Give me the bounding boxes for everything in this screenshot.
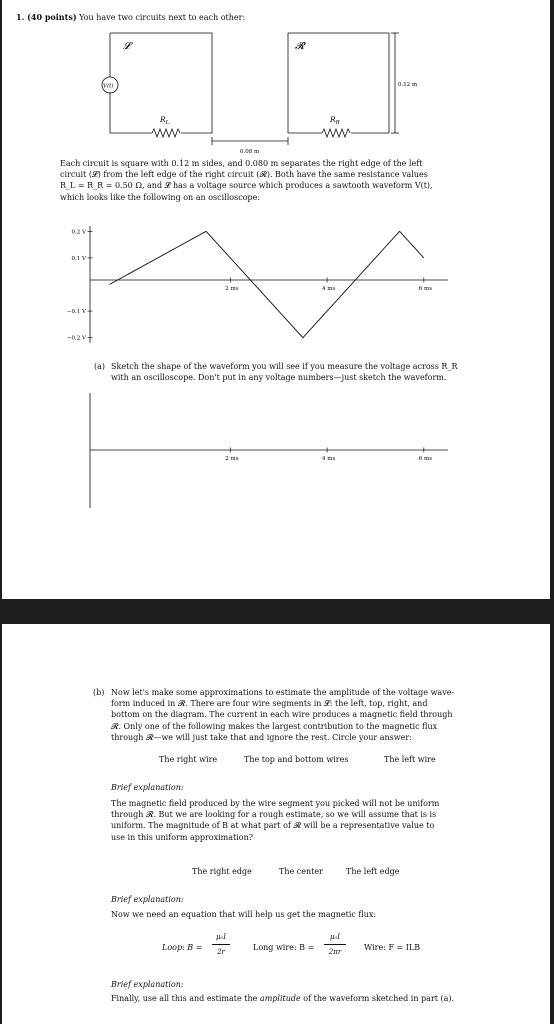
wire-equation-label bbox=[253, 942, 314, 953]
waveform-y-tick-label: 0.2 V bbox=[71, 229, 86, 236]
left-circuit-label: 𝓛 bbox=[123, 41, 131, 52]
uniform-field-line: through 𝓡. But we are looking for a rough estimate, so we will assume that is is bbox=[111, 810, 437, 820]
description-line: which looks like the following on an oscilloscope: bbox=[60, 192, 261, 202]
waveform-x-tick-label: 6 ms bbox=[418, 286, 433, 292]
part-b-line: form induced in 𝓡. There are four wire segments in 𝓛: the left, top, right, and bbox=[111, 699, 428, 709]
choice-right-wire[interactable]: The right wire bbox=[159, 755, 218, 764]
final-instruction-post: of the waveform sketched in part (a). bbox=[300, 994, 455, 1003]
page-2 bbox=[2, 624, 550, 1024]
choice-top-bottom-wires[interactable]: The top and bottom wires bbox=[244, 755, 349, 764]
final-instruction-pre: Finally, use all this and estimate the bbox=[111, 994, 260, 1003]
waveform-x-tick-label: 4 ms bbox=[322, 286, 336, 292]
part-a-label: (a) bbox=[94, 362, 106, 371]
loop-fraction-bar bbox=[212, 944, 230, 945]
wire-fraction-bar bbox=[324, 944, 346, 945]
brief-explanation-2: Brief explanation: bbox=[111, 895, 184, 904]
loop-equation-denominator: 2r bbox=[217, 948, 225, 956]
wire-equation-denominator: 2πr bbox=[328, 948, 342, 956]
right-circuit-label: 𝓡 bbox=[295, 41, 305, 52]
resistor-right-label: $R_R$ bbox=[330, 115, 340, 126]
choice-center[interactable]: The center bbox=[279, 867, 323, 876]
sketch-x-tick-label: 6 ms bbox=[418, 456, 433, 462]
gap-dimension-label: 0.08 m bbox=[240, 149, 260, 155]
choice-left-wire[interactable]: The left wire bbox=[384, 755, 436, 764]
final-instruction bbox=[111, 993, 454, 1004]
waveform-x-tick-label: 2 ms bbox=[225, 286, 239, 292]
part-b-line: bottom on the diagram. The current in each wire produces a magnetic field through bbox=[111, 710, 453, 720]
part-a-text bbox=[111, 361, 495, 383]
page-1 bbox=[2, 0, 550, 599]
choice-left-edge[interactable]: The left edge bbox=[346, 867, 400, 876]
side-dimension-label: 0.12 m bbox=[398, 82, 418, 88]
uniform-field-line: uniform. The magnitude of B at what part of 𝓡 will be a representative value to bbox=[111, 821, 435, 831]
voltage-source-label: V(t) bbox=[103, 83, 114, 90]
waveform-y-tick-label: 0.1 V bbox=[71, 255, 86, 262]
waveform-y-tick-label: −0.1 V bbox=[66, 309, 86, 316]
part-b-label: (b) bbox=[93, 688, 105, 697]
sketch-x-tick-label: 4 ms bbox=[322, 456, 336, 462]
uniform-field-text bbox=[111, 798, 496, 843]
loop-equation-label: Loop: B = bbox=[162, 943, 203, 952]
flux-equation-intro: Now we need an equation that will help us get the magnetic flux: bbox=[111, 910, 377, 919]
sketch-x-tick-label: 2 ms bbox=[225, 456, 239, 462]
waveform-y-tick-label: −0.2 V bbox=[66, 335, 86, 342]
waveform-waveform-line bbox=[109, 231, 423, 337]
problem-number: 1. (40 points) bbox=[16, 12, 77, 22]
part-b-line: Now let's make some approximations to estimate the amplitude of the voltage wave- bbox=[111, 688, 455, 697]
part-b-line: 𝓡. Only one of the following makes the largest contribution to the magnetic flux bbox=[111, 721, 438, 731]
part-a-line: Sketch the shape of the waveform you will see if you measure the voltage across R_R bbox=[111, 362, 458, 371]
uniform-field-line: use in this uniform approximation? bbox=[111, 832, 254, 842]
force-equation: Wire: F = ILB bbox=[364, 943, 421, 952]
part-b-line: through 𝓡—we will just take that and ignore the rest. Circle your answer: bbox=[111, 732, 412, 742]
resistor-left-label: $R_L$ bbox=[160, 115, 170, 126]
description-line: Each circuit is square with 0.12 m sides, and 0.080 m separates the right edge of the left bbox=[60, 159, 423, 168]
brief-explanation-1: Brief explanation: bbox=[111, 783, 184, 792]
uniform-field-line: The magnetic field produced by the wire segment you picked will not be uniform bbox=[111, 799, 440, 808]
final-instruction-emphasis: amplitude bbox=[259, 994, 301, 1003]
part-b-text bbox=[111, 687, 496, 743]
loop-equation-numerator: μ₀I bbox=[215, 933, 227, 941]
voltage-waveform-chart bbox=[2, 0, 550, 599]
wire-equation-label-text: Long wire: B = bbox=[253, 943, 315, 952]
description-line: circuit (𝓛) from the left edge of the right circuit (𝓡). Both have the same resistance values bbox=[60, 170, 428, 180]
problem-intro: You have two circuits next to each other: bbox=[79, 13, 246, 22]
wire-equation-numerator: μ₀I bbox=[329, 933, 341, 941]
brief-explanation-3: Brief explanation: bbox=[111, 980, 184, 989]
part-a-line: with an oscilloscope. Don't put in any voltage numbers—just sketch the waveform. bbox=[111, 373, 447, 383]
description-line: R_L = R_R = 0.50 Ω, and 𝓛 has a voltage source which produces a sawtooth waveform V(t), bbox=[60, 181, 433, 191]
choice-right-edge[interactable]: The right edge bbox=[192, 867, 252, 876]
